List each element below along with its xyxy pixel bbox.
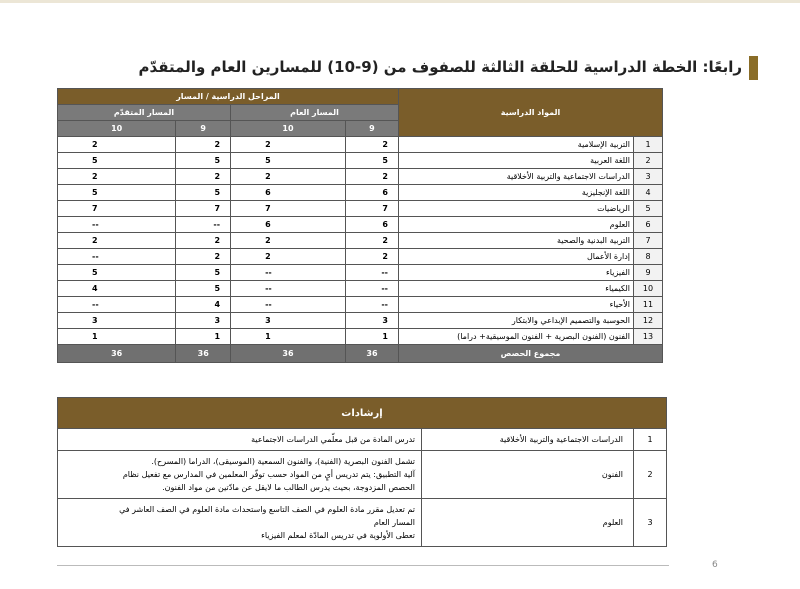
- row-number: 12: [634, 313, 663, 329]
- title-accent-bar: [749, 56, 758, 80]
- guidance-row: [58, 451, 667, 499]
- advanced-grade-10-header: 10: [58, 121, 176, 137]
- advanced-grade-10-value: 2: [58, 137, 176, 153]
- advanced-grade-10-value: 5: [58, 265, 176, 281]
- subjects-header: المواد الدراسية: [399, 89, 663, 137]
- row-number: 2: [634, 153, 663, 169]
- guidance-line: الحصص المزدوجة، بحيث يدرس الطالب ما لايقل عن مادّتين من مواد الفنون.: [162, 483, 415, 492]
- guidance-text: [58, 499, 422, 547]
- guidance-subject: الدراسات الاجتماعية والتربية الأخلاقية: [422, 429, 634, 451]
- general-grade-10-value: --: [231, 297, 346, 313]
- table-row: [58, 169, 663, 185]
- page-number: 6: [712, 560, 718, 570]
- advanced-grade-9-value: 4: [176, 297, 231, 313]
- general-grade-10-value: --: [231, 281, 346, 297]
- row-number: 3: [634, 169, 663, 185]
- table-row: [58, 185, 663, 201]
- table-row: [58, 153, 663, 169]
- general-grade-9-value: --: [345, 281, 398, 297]
- guidance-line: تم تعديل مقرر مادة العلوم في الصف التاسع واستحداث مادة العلوم في الصف العاشر في: [119, 505, 415, 514]
- general-grade-9-value: 2: [345, 233, 398, 249]
- row-number: 8: [634, 249, 663, 265]
- table-row: [58, 297, 663, 313]
- advanced-grade-9-value: 2: [176, 137, 231, 153]
- guidance-table: [57, 397, 667, 547]
- subject-name: إدارة الأعمال: [399, 249, 634, 265]
- page-title: رابعًا: الخطة الدراسية للحلقة الثالثة للصفوف من (9-10) للمسارين العام والمتقدّم: [138, 58, 742, 76]
- study-plan-table: [57, 88, 663, 363]
- advanced-grade-9-value: 5: [176, 265, 231, 281]
- general-grade-10-value: 2: [231, 233, 346, 249]
- subject-name: التربية الإسلامية: [399, 137, 634, 153]
- guidance-text: [58, 451, 422, 499]
- subject-name: الرياضيات: [399, 201, 634, 217]
- guidance-row: [58, 499, 667, 547]
- subject-name: الفنون (الفنون البصرية + الفنون الموسيقية+ دراما): [399, 329, 634, 345]
- general-grade-10-value: 7: [231, 201, 346, 217]
- advanced-grade-10-value: 7: [58, 201, 176, 217]
- total-general-10: 36: [231, 345, 346, 363]
- guidance-line: المسار العام: [373, 518, 415, 527]
- guidance-number: 2: [634, 451, 667, 499]
- advanced-grade-9-value: 2: [176, 249, 231, 265]
- general-grade-10-value: 2: [231, 169, 346, 185]
- row-number: 10: [634, 281, 663, 297]
- table-row: [58, 281, 663, 297]
- general-grade-9-value: 2: [345, 169, 398, 185]
- guidance-row: [58, 429, 667, 451]
- general-grade-9-header: 9: [345, 121, 398, 137]
- guidance-line: آلية التطبيق: يتم تدريس أيٍ من المواد حسب توفّر المعلمين في المدارس مع تفعيل نظام: [122, 470, 415, 479]
- subject-name: التربية البدنية والصحية: [399, 233, 634, 249]
- top-border: [0, 0, 800, 3]
- table-row: [58, 217, 663, 233]
- advanced-grade-9-value: 5: [176, 153, 231, 169]
- subject-name: العلوم: [399, 217, 634, 233]
- row-number: 4: [634, 185, 663, 201]
- advanced-grade-10-value: 5: [58, 185, 176, 201]
- general-grade-9-value: --: [345, 297, 398, 313]
- total-advanced-10: 36: [58, 345, 176, 363]
- general-grade-10-value: 2: [231, 137, 346, 153]
- general-grade-9-value: 2: [345, 249, 398, 265]
- general-grade-9-value: 7: [345, 201, 398, 217]
- subject-name: اللغة الإنجليزية: [399, 185, 634, 201]
- general-grade-9-value: 3: [345, 313, 398, 329]
- general-grade-10-value: 3: [231, 313, 346, 329]
- advanced-grade-10-value: 3: [58, 313, 176, 329]
- stages-header: المراحل الدراسية / المسار: [58, 89, 399, 105]
- subject-name: الدراسات الاجتماعية والتربية الأخلاقية: [399, 169, 634, 185]
- general-grade-9-value: 6: [345, 185, 398, 201]
- advanced-grade-10-value: --: [58, 249, 176, 265]
- guidance-header: إرشادات: [58, 398, 667, 429]
- guidance-subject: العلوم: [422, 499, 634, 547]
- general-grade-10-value: 6: [231, 185, 346, 201]
- general-grade-9-value: --: [345, 265, 398, 281]
- row-number: 11: [634, 297, 663, 313]
- advanced-grade-9-value: 7: [176, 201, 231, 217]
- advanced-grade-10-value: 2: [58, 233, 176, 249]
- advanced-grade-9-value: 5: [176, 185, 231, 201]
- row-number: 5: [634, 201, 663, 217]
- advanced-grade-9-value: 2: [176, 233, 231, 249]
- general-grade-9-value: 6: [345, 217, 398, 233]
- table-row: [58, 137, 663, 153]
- subject-name: الفيزياء: [399, 265, 634, 281]
- subject-name: اللغة العربية: [399, 153, 634, 169]
- general-grade-10-value: 6: [231, 217, 346, 233]
- general-grade-9-value: 1: [345, 329, 398, 345]
- advanced-grade-9-value: 1: [176, 329, 231, 345]
- row-number: 7: [634, 233, 663, 249]
- table-row: [58, 201, 663, 217]
- total-label: مجموع الحصص: [399, 345, 663, 363]
- row-number: 6: [634, 217, 663, 233]
- general-grade-10-value: 2: [231, 249, 346, 265]
- guidance-number: 3: [634, 499, 667, 547]
- guidance-line: تدرس المادة من قبل معلّمي الدراسات الاجتماعية: [251, 435, 415, 444]
- subject-name: الأحياء: [399, 297, 634, 313]
- general-grade-10-value: 5: [231, 153, 346, 169]
- general-grade-9-value: 2: [345, 137, 398, 153]
- advanced-grade-9-header: 9: [176, 121, 231, 137]
- row-number: 1: [634, 137, 663, 153]
- advanced-grade-9-value: --: [176, 217, 231, 233]
- advanced-grade-10-value: --: [58, 217, 176, 233]
- advanced-grade-10-value: 5: [58, 153, 176, 169]
- advanced-grade-10-value: 1: [58, 329, 176, 345]
- footer-line: [57, 565, 669, 566]
- row-number: 9: [634, 265, 663, 281]
- general-track-header: المسار العام: [231, 105, 399, 121]
- advanced-grade-9-value: 3: [176, 313, 231, 329]
- table-row: [58, 265, 663, 281]
- table-row: [58, 313, 663, 329]
- advanced-grade-9-value: 2: [176, 169, 231, 185]
- guidance-subject: الفنون: [422, 451, 634, 499]
- general-grade-10-value: --: [231, 265, 346, 281]
- advanced-track-header: المسار المتقدّم: [58, 105, 231, 121]
- total-advanced-9: 36: [176, 345, 231, 363]
- guidance-line: تشمل الفنون البصرية (الفنية)، والفنون السمعية (الموسيقى)، الدراما (المسرح).: [151, 457, 415, 466]
- advanced-grade-9-value: 5: [176, 281, 231, 297]
- subject-name: الكيمياء: [399, 281, 634, 297]
- guidance-number: 1: [634, 429, 667, 451]
- advanced-grade-10-value: 2: [58, 169, 176, 185]
- advanced-grade-10-value: --: [58, 297, 176, 313]
- table-row: [58, 249, 663, 265]
- table-row: [58, 329, 663, 345]
- guidance-text: [58, 429, 422, 451]
- table-row: [58, 233, 663, 249]
- subject-name: الحوسبة والتصميم الإبداعي والابتكار: [399, 313, 634, 329]
- general-grade-9-value: 5: [345, 153, 398, 169]
- general-grade-10-value: 1: [231, 329, 346, 345]
- general-grade-10-header: 10: [231, 121, 346, 137]
- row-number: 13: [634, 329, 663, 345]
- advanced-grade-10-value: 4: [58, 281, 176, 297]
- guidance-line: تعطى الأولوية في تدريس المادّة لمعلم الفيزياء: [261, 531, 415, 540]
- total-general-9: 36: [345, 345, 398, 363]
